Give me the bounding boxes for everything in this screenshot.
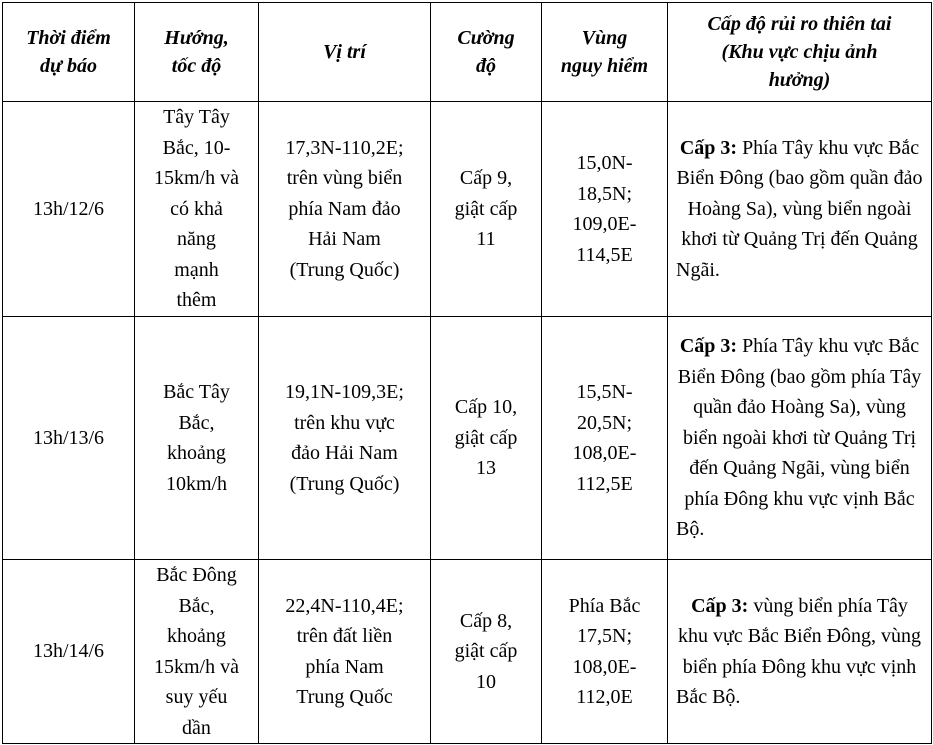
intensity-cell: Cấp 10, giật cấp 13	[431, 317, 542, 560]
time-cell: 13h/12/6	[3, 102, 135, 317]
risk-text: Phía Tây khu vực Bắc Biển Đông (bao gồm quần đảo Hoàng Sa), vùng biển ngoài khơi từ Quảng Trị đến Quảng Ngãi.	[676, 136, 923, 281]
risk-text: Phía Tây khu vực Bắc Biển Đông (bao gồm phía Tây quần đảo Hoàng Sa), vùng biển ngoài khơi từ Quảng Trị đến Quảng Ngãi, vùng biển phía Đông khu vực vịnh Bắc Bộ.	[676, 335, 922, 541]
risk-level: Cấp 3:	[691, 594, 749, 617]
risk-cell	[668, 102, 932, 317]
intensity-cell: Cấp 9, giật cấp 11	[431, 102, 542, 317]
direction-cell: Tây Tây Bắc, 10- 15km/h và có khả năng mạnh thêm	[135, 102, 259, 317]
header-row	[3, 3, 932, 102]
direction-cell: Bắc Đông Bắc, khoảng 15km/h và suy yếu dần	[135, 560, 259, 744]
header-danger-zone: Vùng nguy hiểm	[542, 3, 668, 102]
header-position: Vị trí	[259, 3, 431, 102]
header-direction: Hướng, tốc độ	[135, 3, 259, 102]
danger-zone-cell: Phía Bắc 17,5N; 108,0E- 112,0E	[542, 560, 668, 744]
risk-level: Cấp 3:	[679, 335, 738, 358]
intensity-cell: Cấp 8, giật cấp 10	[431, 560, 542, 744]
position-cell: 19,1N-109,3E; trên khu vực đảo Hải Nam (Trung Quốc)	[259, 317, 431, 560]
header-intensity: Cường độ	[431, 3, 542, 102]
risk-text: vùng biển phía Tây khu vực Bắc Biển Đông, vùng biển phía Đông khu vực vịnh Bắc Bộ.	[676, 594, 922, 708]
header-time: Thời điểm dự báo	[3, 3, 135, 102]
risk-cell	[668, 560, 932, 744]
position-cell: 22,4N-110,4E; trên đất liền phía Nam Trung Quốc	[259, 560, 431, 744]
position-cell: 17,3N-110,2E; trên vùng biển phía Nam đảo Hải Nam (Trung Quốc)	[259, 102, 431, 317]
table-row	[3, 317, 932, 560]
danger-zone-cell: 15,5N- 20,5N; 108,0E- 112,5E	[542, 317, 668, 560]
forecast-table	[2, 2, 932, 744]
risk-cell	[668, 317, 932, 560]
table-row	[3, 560, 932, 744]
table-row	[3, 102, 932, 317]
time-cell: 13h/13/6	[3, 317, 135, 560]
header-risk: Cấp độ rủi ro thiên tai (Khu vực chịu ảnh hưởng)	[668, 3, 932, 102]
danger-zone-cell: 15,0N- 18,5N; 109,0E- 114,5E	[542, 102, 668, 317]
direction-cell: Bắc Tây Bắc, khoảng 10km/h	[135, 317, 259, 560]
time-cell: 13h/14/6	[3, 560, 135, 744]
risk-level: Cấp 3:	[679, 136, 738, 159]
